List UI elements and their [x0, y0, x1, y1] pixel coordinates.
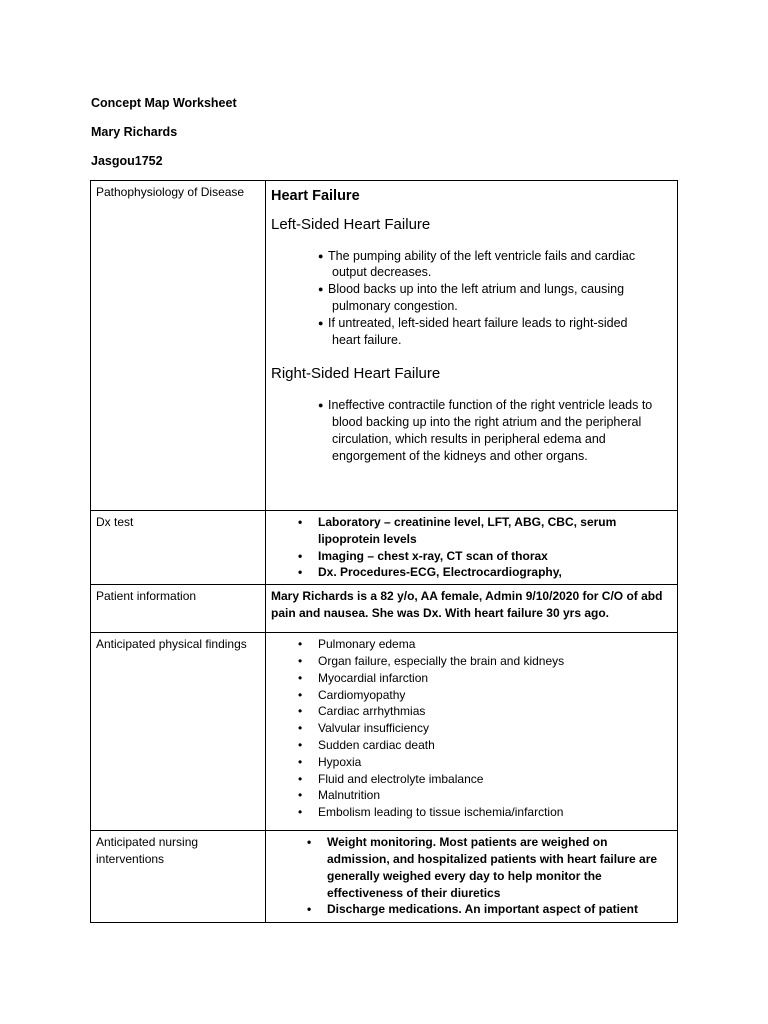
list-item: • Valvular insufficiency [298, 721, 429, 736]
patient-info-text: Mary Richards is a 82 y/o, AA female, Admin 9/10/2020 for C/O of abd pain and nausea. She was Dx. With heart failure 30 yrs ago. [266, 585, 678, 633]
bullet-icon: ● [318, 284, 324, 295]
bullet-icon: • [298, 687, 303, 702]
row-patient-info [91, 585, 678, 633]
bullet-icon: • [298, 670, 303, 685]
disease-title: Heart Failure [271, 188, 360, 204]
bullet-icon: • [298, 653, 303, 668]
physical-findings-content [266, 633, 678, 831]
bullet-icon: • [298, 754, 303, 769]
nursing-interventions-content [266, 831, 678, 923]
list-item: ● Ineffective contractile function of the right ventricle leads to blood backing up into the right atrium and the peripheral circulation, which results in peripheral edema and engorgement of the kidneys and other organs. [318, 398, 653, 463]
patient-info-label: Patient information [91, 585, 266, 633]
pathophysiology-label: Pathophysiology of Disease [91, 181, 266, 511]
list-item: ● If untreated, left-sided heart failure leads to right-sided heart failure. [318, 315, 628, 347]
bullet-icon: ● [318, 400, 324, 411]
list-item: • Cardiomyopathy [298, 687, 406, 702]
student-id: Jasgou1752 [91, 154, 163, 168]
left-sided-title: Left-Sided Heart Failure [271, 215, 431, 233]
bullet-icon: • [298, 721, 303, 736]
row-pathophysiology [91, 181, 678, 511]
bullet-icon: • [298, 515, 303, 529]
bullet-icon: • [298, 637, 303, 652]
list-item: • Fluid and electrolyte imbalance [298, 771, 484, 786]
list-item: • Laboratory – creatinine level, LFT, ABG, CBC, serum lipoprotein levels [298, 515, 617, 546]
bullet-icon: • [298, 737, 303, 752]
worksheet-title: Concept Map Worksheet [91, 96, 237, 110]
findings-list [271, 636, 672, 821]
list-item: • Organ failure, especially the brain and kidneys [298, 653, 565, 668]
bullet-icon: • [298, 548, 303, 563]
list-item: • Malnutrition [298, 788, 381, 803]
dx-test-content [266, 511, 678, 585]
bullet-icon: • [298, 805, 303, 820]
bullet-icon: ● [318, 317, 324, 328]
bullet-icon: • [307, 835, 312, 850]
bullet-icon: • [298, 788, 303, 803]
row-physical-findings [91, 633, 678, 831]
bullet-icon: • [307, 902, 312, 917]
bullet-icon: • [298, 704, 303, 719]
row-nursing-interventions [91, 831, 678, 923]
list-item: • Dx. Procedures-ECG, Electrocardiography, [298, 565, 562, 580]
list-item: ● The pumping ability of the left ventricle fails and cardiac output decreases. [318, 248, 636, 280]
bullet-icon: • [298, 771, 303, 786]
list-item: • Sudden cardiac death [298, 737, 435, 752]
nursing-interventions-label: Anticipated nursing interventions [91, 831, 266, 923]
dx-test-label: Dx test [91, 511, 266, 585]
physical-findings-label: Anticipated physical findings [91, 633, 266, 831]
concept-map-table [90, 180, 678, 923]
dx-test-list [271, 514, 672, 581]
right-sided-list [271, 397, 672, 464]
list-item: • Imaging – chest x-ray, CT scan of thorax [298, 548, 548, 563]
pathophysiology-content [266, 181, 678, 511]
bullet-icon: • [298, 565, 303, 580]
list-item: ● Blood backs up into the left atrium and lungs, causing pulmonary congestion. [318, 282, 625, 313]
list-item: • Cardiac arrhythmias [298, 704, 426, 719]
list-item: • Hypoxia [298, 754, 362, 769]
list-item: • Myocardial infarction [298, 670, 429, 685]
student-name: Mary Richards [91, 125, 178, 139]
list-item: • Pulmonary edema [298, 637, 416, 652]
bullet-icon: ● [318, 250, 324, 261]
nursing-list [271, 834, 672, 918]
list-item: • Weight monitoring. Most patients are weighed on admission, and hospitalized patients with heart failure are generally weighed every day to help monitor the effectiveness of their diuretics [307, 835, 658, 900]
left-sided-list [271, 248, 672, 349]
list-item: • Embolism leading to tissue ischemia/infarction [298, 805, 564, 820]
list-item: • Discharge medications. An important aspect of patient [307, 902, 638, 917]
row-dx-test [91, 511, 678, 585]
right-sided-title: Right-Sided Heart Failure [271, 365, 441, 383]
